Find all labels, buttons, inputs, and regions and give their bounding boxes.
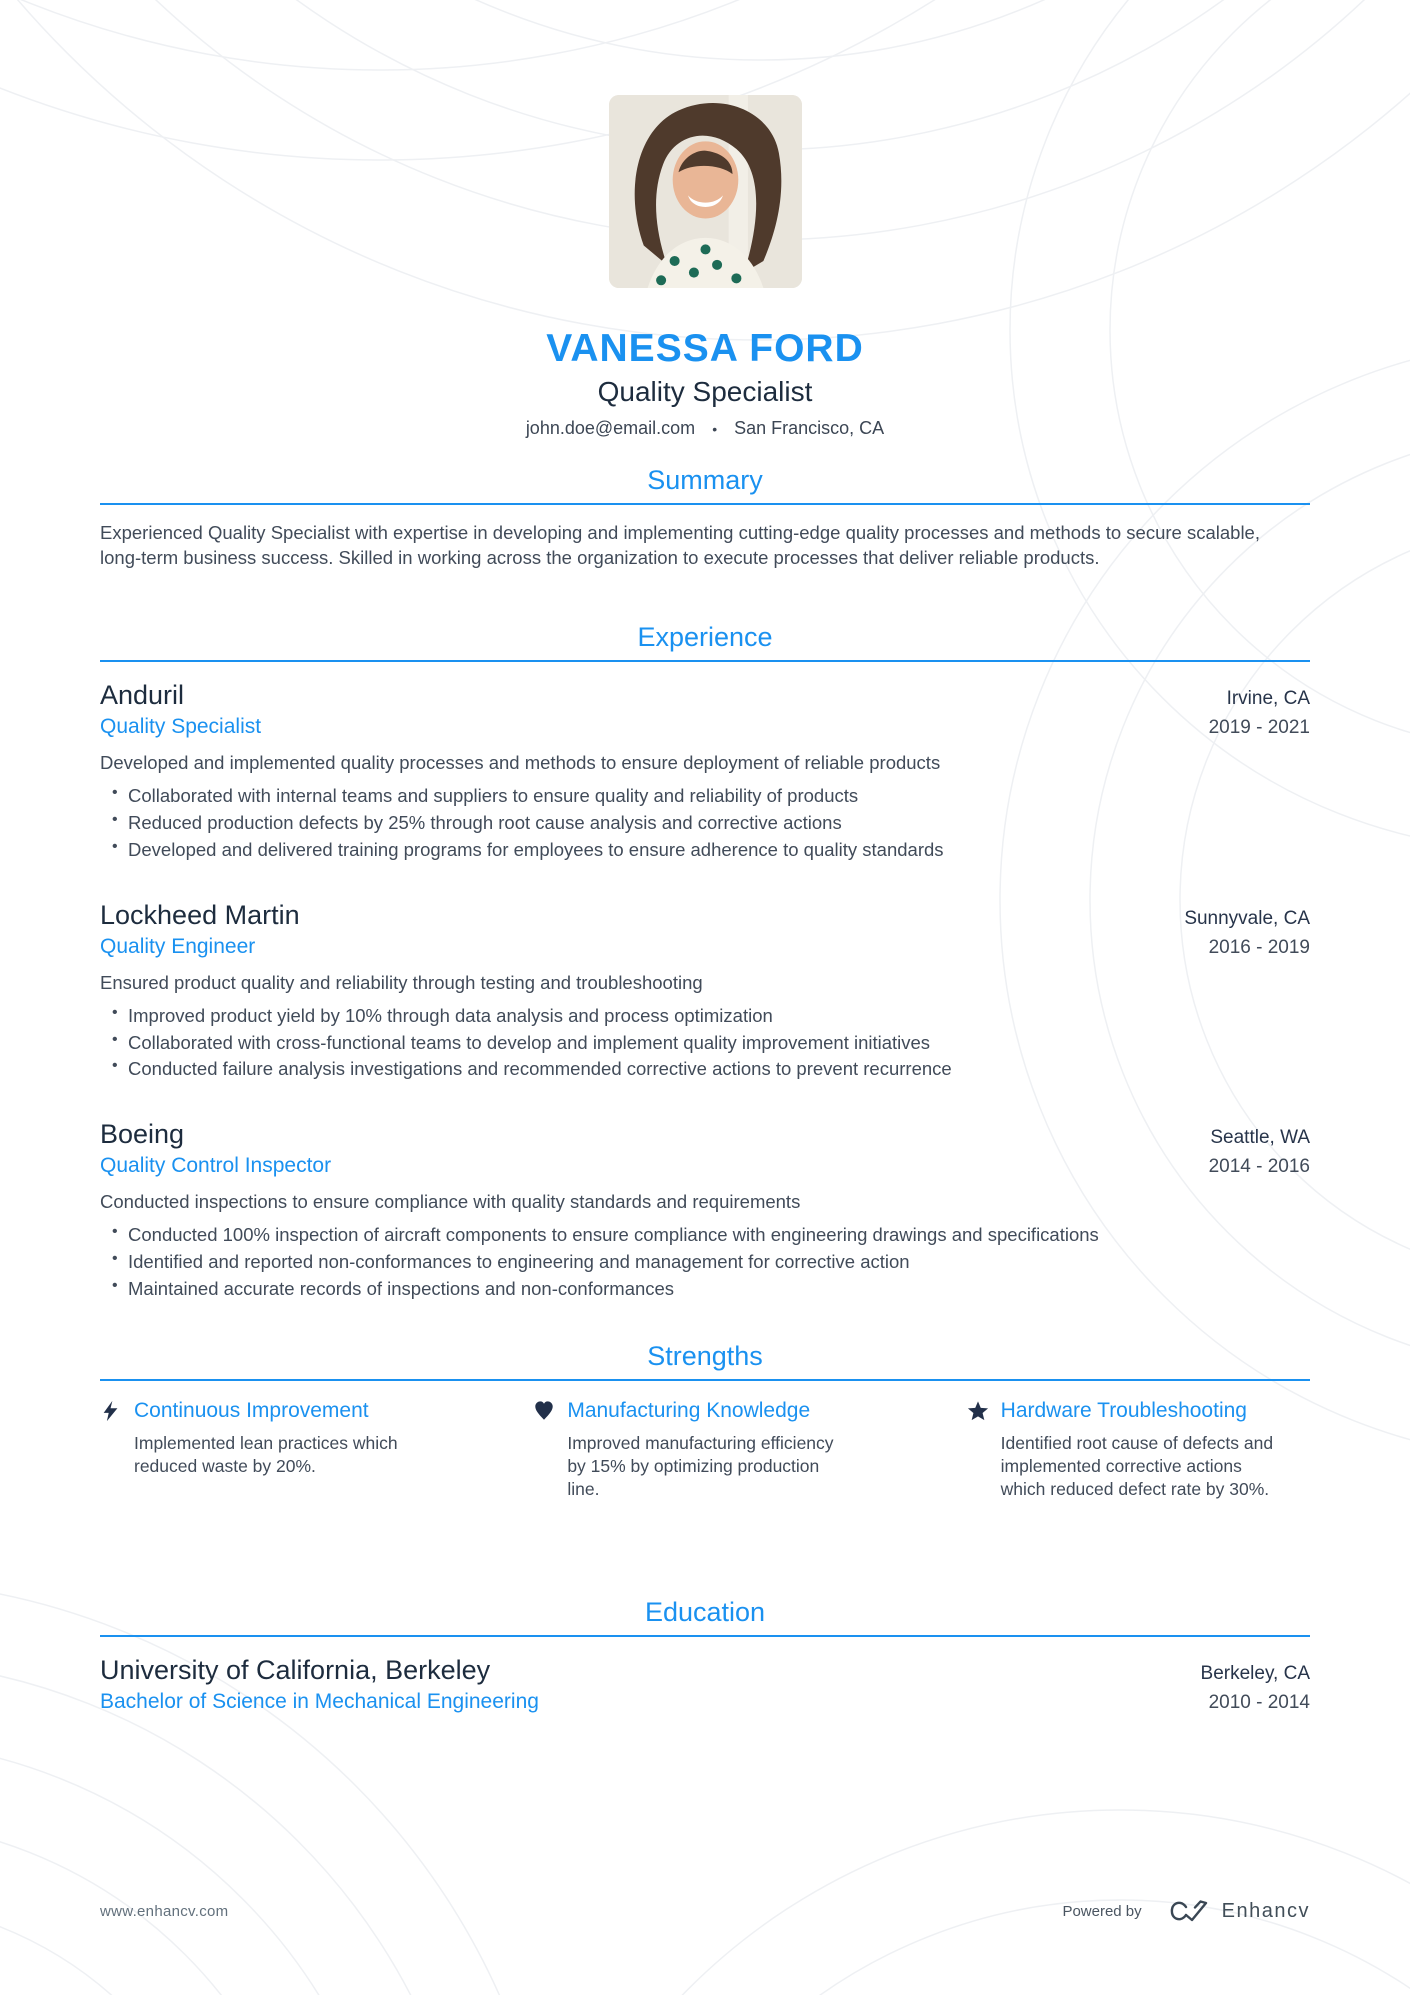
company-name: Anduril [100, 680, 185, 711]
role-dates: 2019 - 2021 [1208, 717, 1310, 739]
summary-text: Experienced Quality Specialist with expertise in developing and implementing cutting-edge quality processes and methods to secure scalable, long-term business success. Skilled in working across the organization to execute processes that deliver reliable products. [100, 522, 1260, 568]
section-divider [100, 503, 1310, 505]
strengths-heading: Strengths [647, 1340, 763, 1371]
location-text: San Francisco, CA [734, 418, 885, 439]
email-text: john.doe@email.com [525, 418, 696, 439]
summary-heading: Summary [647, 465, 763, 496]
resume-header [100, 95, 1310, 439]
experience-entry [100, 900, 1310, 1083]
bullet-item: • Maintained accurate records of inspections and non-conformances [112, 1276, 1310, 1303]
bullet-item: • Reduced production defects by 25% through root cause analysis and corrective actions [112, 810, 1310, 837]
degree-title: Bachelor of Science in Mechanical Engineering [100, 1690, 539, 1714]
role-description: Developed and implemented quality processes and methods to ensure deployment of reliable products [100, 752, 941, 774]
education-entry [100, 1655, 1310, 1714]
role-dates: 2014 - 2016 [1208, 1156, 1310, 1178]
strength-item [100, 1399, 443, 1501]
role-title: Quality Specialist [100, 715, 262, 739]
strength-item [967, 1399, 1310, 1501]
experience-entry [100, 1119, 1310, 1302]
strength-item [533, 1399, 876, 1501]
role-dates: 2016 - 2019 [1208, 936, 1310, 958]
section-divider [100, 1635, 1310, 1637]
school-location: Berkeley, CA [1200, 1663, 1310, 1685]
section-strengths [100, 1341, 1310, 1501]
role-description: Ensured product quality and reliability through testing and troubleshooting [100, 971, 703, 993]
page-footer [100, 1899, 1310, 1923]
section-divider [100, 1379, 1310, 1381]
role-bullets [100, 1003, 1310, 1083]
strength-text: Implemented lean practices which reduced waste by 20%. [134, 1432, 398, 1476]
bullet-item: • Conducted 100% inspection of aircraft components to ensure compliance with engineering drawings and specifications [112, 1222, 1310, 1249]
portrait-illustration [609, 95, 802, 288]
section-summary [100, 465, 1310, 570]
heart-icon [533, 1399, 555, 1423]
strengths-grid [100, 1399, 1310, 1501]
company-name: Lockheed Martin [100, 899, 300, 930]
company-location: Sunnyvale, CA [1184, 907, 1310, 929]
star-icon [967, 1399, 989, 1423]
strength-title: Manufacturing Knowledge [567, 1398, 811, 1422]
powered-by-label: Powered by [1062, 1902, 1142, 1920]
role-bullets [100, 1222, 1310, 1302]
bullet-item: • Collaborated with internal teams and suppliers to ensure quality and reliability of products [112, 783, 1310, 810]
contact-line [100, 418, 1310, 439]
resume-content [0, 95, 1410, 1714]
strength-text: Identified root cause of defects and implemented corrective actions which reduced defect rate by 30%. [1000, 1432, 1274, 1499]
bullet-item: • Conducted failure analysis investigations and recommended corrective actions to prevent recurrence [112, 1056, 1310, 1083]
school-name: University of California, Berkeley [100, 1655, 491, 1686]
enhancv-logo-icon [1168, 1899, 1212, 1923]
bullet-item: • Identified and reported non-conformances to engineering and management for corrective action [112, 1249, 1310, 1276]
role-title: Quality Control Inspector [100, 1154, 332, 1178]
lightning-icon [100, 1399, 122, 1423]
person-name: VANESSA FORD [546, 327, 864, 370]
powered-by-group [1062, 1899, 1310, 1923]
section-experience [100, 622, 1310, 1302]
company-name: Boeing [100, 1119, 185, 1150]
experience-entry [100, 680, 1310, 863]
section-education [100, 1597, 1310, 1714]
strength-title: Continuous Improvement [134, 1398, 369, 1422]
experience-heading: Experience [637, 622, 773, 653]
strength-text: Improved manufacturing efficiency by 15% by optimizing production line. [567, 1432, 834, 1499]
enhancv-wordmark: Enhancv [1221, 1899, 1310, 1922]
bullet-item: • Improved product yield by 10% through data analysis and process optimization [112, 1003, 1310, 1030]
company-location: Seattle, WA [1210, 1127, 1310, 1149]
degree-dates: 2010 - 2014 [1208, 1692, 1310, 1714]
role-bullets [100, 783, 1310, 863]
section-divider [100, 660, 1310, 662]
person-job-title: Quality Specialist [597, 376, 813, 408]
contact-separator: • [712, 421, 718, 438]
company-location: Irvine, CA [1226, 688, 1310, 710]
role-description: Conducted inspections to ensure compliance with quality standards and requirements [100, 1191, 801, 1213]
website-link: www.enhancv.com [100, 1902, 229, 1920]
bullet-item: • Collaborated with cross-functional teams to develop and implement quality improvement initiatives [112, 1030, 1310, 1057]
profile-photo [609, 95, 802, 288]
role-title: Quality Engineer [100, 934, 256, 958]
bullet-item: • Developed and delivered training programs for employees to ensure adherence to quality standards [112, 837, 1310, 864]
strength-title: Hardware Troubleshooting [1000, 1398, 1247, 1422]
education-heading: Education [644, 1597, 766, 1628]
